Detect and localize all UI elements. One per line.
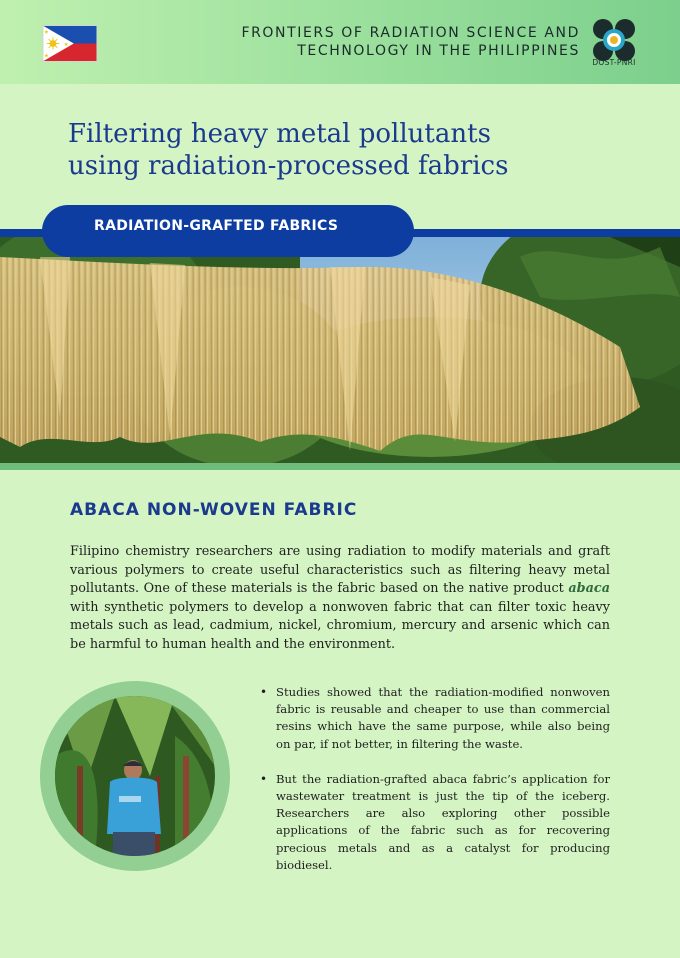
header-bar: [0, 0, 680, 84]
findings-list: [260, 684, 610, 892]
header-title: [241, 24, 580, 60]
list-item: • But the radiation-grafted abaca fabric’s application for wastewater treatment is just the tip of the iceberg. Researchers are also exploring other possible applications of the fabric such as for recovering precious metals and as a catalyst for producing biodiesel.: [260, 771, 610, 874]
green-divider: [0, 463, 680, 470]
category-pill: [42, 205, 414, 257]
header-title-line2: TECHNOLOGY IN THE PHILIPPINES: [297, 43, 580, 59]
intro-text-start: Filipino chemistry researchers are using radiation to modify materials and graft various polymers to create useful characteristics such as filtering heavy metal pollutants. One of these materials is the fabric based on the native product: [70, 544, 610, 597]
intro-text-end: with synthetic polymers to develop a nonwoven fabric that can filter toxic heavy metals such as lead, cadmium, nickel, chromium, mercury and arsenic which can be harmful to human health and the environment.: [70, 599, 610, 652]
intro-emphasis-abaca: abaca: [568, 581, 610, 597]
list-item: • Studies showed that the radiation-modified nonwoven fabric is reusable and cheaper to use than commercial resins which have the same purpose, while also being on par, if not better, in filtering the waste.: [260, 684, 610, 753]
header-title-line1: FRONTIERS OF RADIATION SCIENCE AND: [241, 25, 580, 41]
logo-caption: DOST-PNRI: [592, 58, 636, 67]
abaca-fibers-drying-photo: [0, 237, 680, 463]
section-heading: ABACA NON-WOVEN FABRIC: [70, 500, 358, 520]
philippine-flag-icon: [42, 25, 98, 62]
intro-paragraph: [70, 543, 610, 655]
abaca-plantation-researcher-photo: [55, 696, 215, 856]
page-title-line1: Filtering heavy metal pollutants: [68, 119, 491, 149]
page-title: [68, 118, 628, 182]
page-title-line2: using radiation-processed fabrics: [68, 151, 509, 181]
category-label: RADIATION-GRAFTED FABRICS: [94, 218, 339, 234]
